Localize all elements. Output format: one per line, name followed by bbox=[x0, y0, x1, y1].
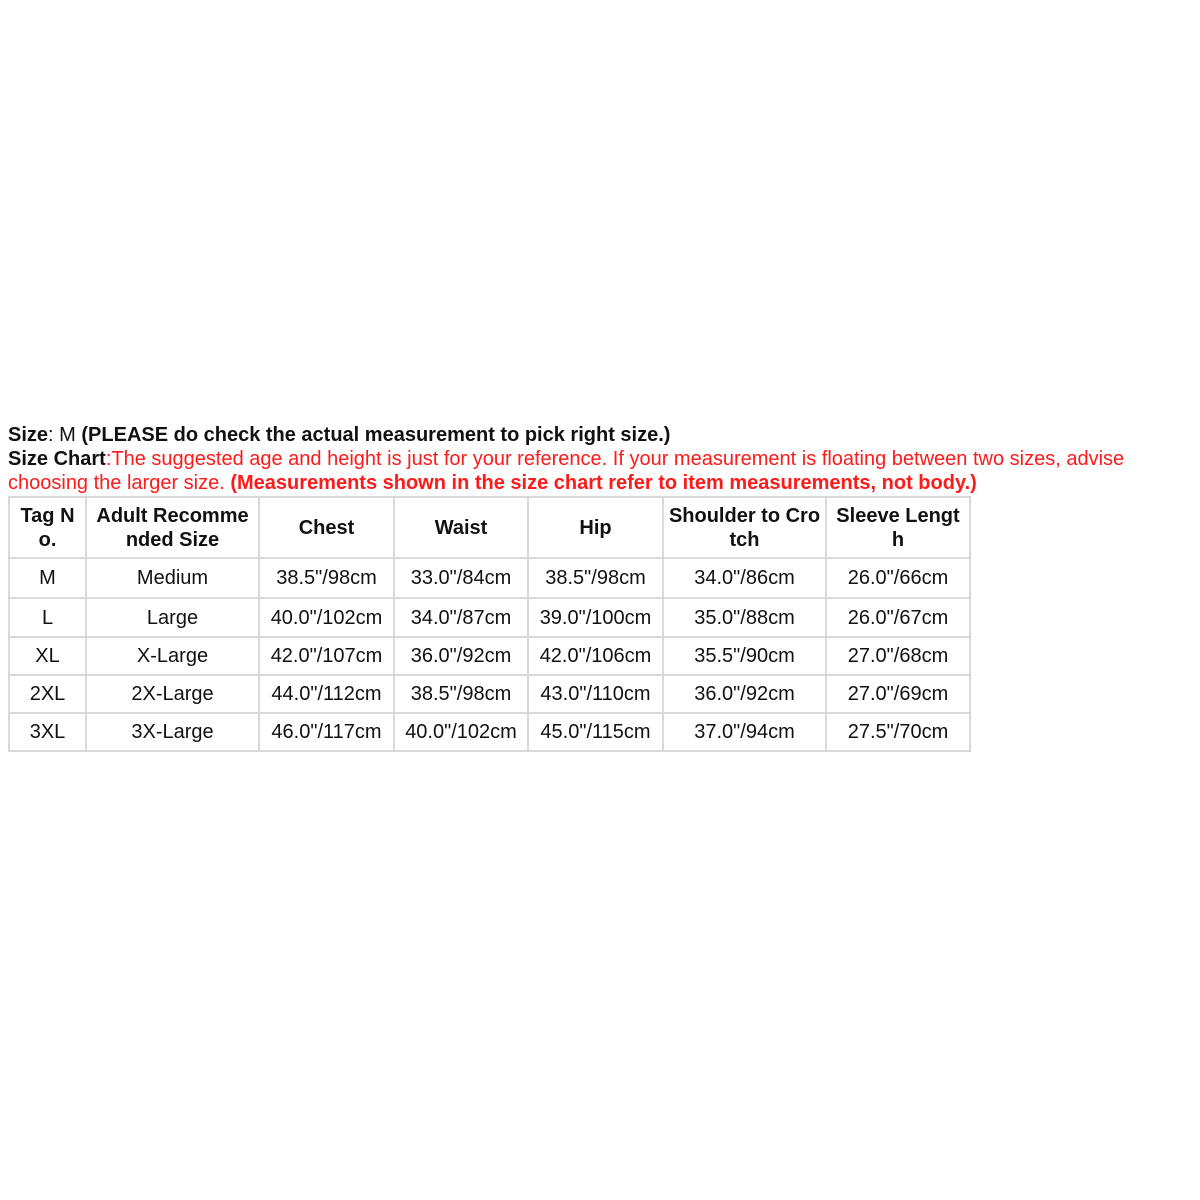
size-chart-line bbox=[8, 447, 1194, 495]
cell-hip: 39.0"/100cm bbox=[528, 598, 663, 637]
cell-waist: 38.5"/98cm bbox=[394, 675, 528, 713]
cell-sleeve-length: 27.0"/69cm bbox=[826, 675, 970, 713]
cell-shoulder-to-crotch: 34.0"/86cm bbox=[663, 558, 826, 598]
cell-adult-size: 2X-Large bbox=[86, 675, 259, 713]
cell-sleeve-length: 27.5"/70cm bbox=[826, 713, 970, 751]
cell-waist: 33.0"/84cm bbox=[394, 558, 528, 598]
table-row bbox=[9, 675, 970, 713]
column-header-hip: Hip bbox=[528, 497, 663, 558]
cell-waist: 40.0"/102cm bbox=[394, 713, 528, 751]
cell-adult-size: Large bbox=[86, 598, 259, 637]
cell-sleeve-length: 26.0"/67cm bbox=[826, 598, 970, 637]
cell-tag-no: 3XL bbox=[9, 713, 86, 751]
cell-hip: 38.5"/98cm bbox=[528, 558, 663, 598]
cell-tag-no: M bbox=[9, 558, 86, 598]
size-table bbox=[8, 496, 971, 752]
cell-chest: 40.0"/102cm bbox=[259, 598, 394, 637]
size-label: Size bbox=[8, 424, 49, 446]
size-chart-document bbox=[8, 423, 1194, 752]
cell-shoulder-to-crotch: 36.0"/92cm bbox=[663, 675, 826, 713]
cell-tag-no: 2XL bbox=[9, 675, 86, 713]
table-header-row bbox=[9, 497, 970, 558]
cell-hip: 43.0"/110cm bbox=[528, 675, 663, 713]
cell-tag-no: XL bbox=[9, 637, 86, 675]
size-note: (PLEASE do check the actual measurement to pick right size.) bbox=[75, 424, 671, 446]
cell-waist: 34.0"/87cm bbox=[394, 598, 528, 637]
cell-chest: 44.0"/112cm bbox=[259, 675, 394, 713]
size-chart-label: Size Chart bbox=[8, 448, 106, 470]
column-header-adult-recommended-size: Adult Recommended Size bbox=[86, 497, 259, 558]
size-chart-note: The suggested age and height is just for your reference. If your measurement is floating between two sizes, advise choosing the larger size. bbox=[8, 448, 1125, 494]
cell-adult-size: X-Large bbox=[86, 637, 259, 675]
cell-tag-no: L bbox=[9, 598, 86, 637]
cell-shoulder-to-crotch: 37.0"/94cm bbox=[663, 713, 826, 751]
cell-waist: 36.0"/92cm bbox=[394, 637, 528, 675]
table-row bbox=[9, 558, 970, 598]
size-value: M bbox=[59, 424, 76, 446]
cell-shoulder-to-crotch: 35.5"/90cm bbox=[663, 637, 826, 675]
cell-sleeve-length: 27.0"/68cm bbox=[826, 637, 970, 675]
column-header-tag-no: Tag No. bbox=[9, 497, 86, 558]
size-line bbox=[8, 423, 1194, 447]
cell-hip: 45.0"/115cm bbox=[528, 713, 663, 751]
cell-sleeve-length: 26.0"/66cm bbox=[826, 558, 970, 598]
column-header-chest: Chest bbox=[259, 497, 394, 558]
cell-chest: 38.5"/98cm bbox=[259, 558, 394, 598]
cell-shoulder-to-crotch: 35.0"/88cm bbox=[663, 598, 826, 637]
cell-adult-size: 3X-Large bbox=[86, 713, 259, 751]
table-row bbox=[9, 637, 970, 675]
column-header-waist: Waist bbox=[394, 497, 528, 558]
cell-hip: 42.0"/106cm bbox=[528, 637, 663, 675]
column-header-shoulder-to-crotch: Shoulder to Crotch bbox=[663, 497, 826, 558]
size-chart-separator: : bbox=[105, 448, 112, 470]
cell-chest: 46.0"/117cm bbox=[259, 713, 394, 751]
size-chart-disclaimer: (Measurements shown in the size chart refer to item measurements, not body.) bbox=[230, 472, 977, 494]
cell-chest: 42.0"/107cm bbox=[259, 637, 394, 675]
column-header-sleeve-length: Sleeve Length bbox=[826, 497, 970, 558]
table-row bbox=[9, 713, 970, 751]
size-separator: : bbox=[48, 424, 60, 446]
table-row bbox=[9, 598, 970, 637]
cell-adult-size: Medium bbox=[86, 558, 259, 598]
